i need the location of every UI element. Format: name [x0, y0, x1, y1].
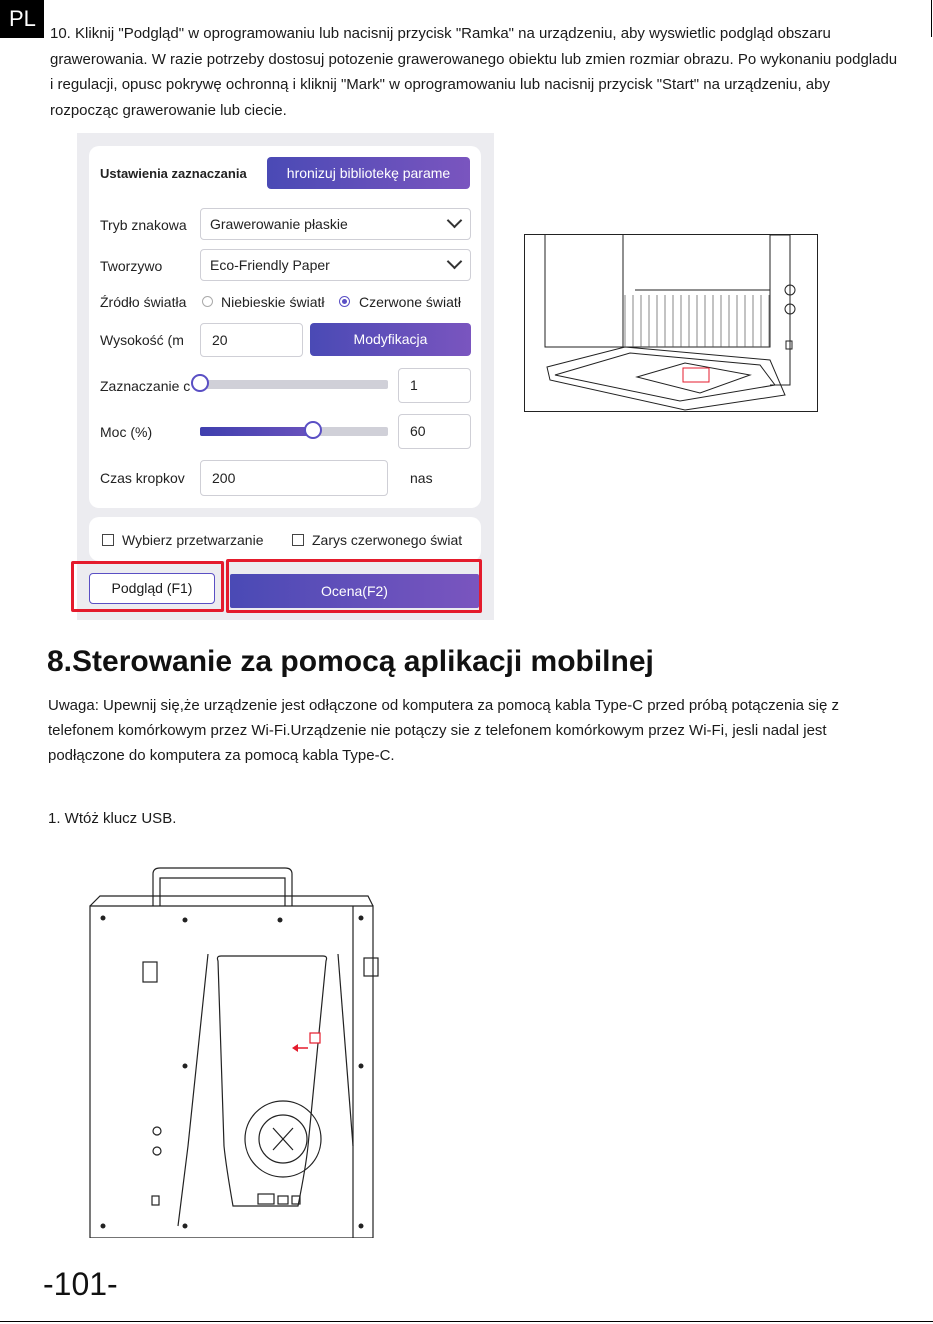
material-label: Tworzywo — [100, 258, 163, 274]
outline-checkbox[interactable] — [292, 534, 304, 546]
radio-blue-light[interactable] — [202, 296, 213, 307]
footer-rule — [0, 1321, 933, 1322]
power-slider[interactable] — [200, 427, 388, 436]
wifi-note: Uwaga: Upewnij się,że urządzenie jest odłączone od komputera za pomocą kabla Type-C przed próbą potączenia się z telefonem komórkowym przez Wi-Fi.Urządzenie nie potączy sie z telefonem komórkowym przez Wi-Fi, jesli nadal jest podłączone do komputera za pomocą kabla Type-C. — [48, 697, 840, 764]
modify-button[interactable]: Modyfikacja — [310, 323, 471, 356]
mode-label: Tryb znakowa — [100, 217, 187, 233]
radio-red-light[interactable] — [339, 296, 350, 307]
section-heading: 8.Sterowanie za pomocą aplikacji mobilnej — [47, 645, 654, 678]
step-1-text: 1. Wtóż klucz USB. — [48, 810, 177, 827]
corner-rule — [931, 0, 932, 37]
power-slider-fill — [200, 427, 313, 436]
engrave-area-frame — [683, 368, 709, 382]
height-input[interactable]: 20 — [200, 323, 303, 357]
machine-rear-drawing — [88, 866, 388, 1238]
power-input[interactable]: 60 — [398, 414, 471, 449]
preview-button[interactable]: Podgląd (F1) — [89, 573, 215, 604]
power-label: Moc (%) — [100, 424, 153, 440]
mode-select[interactable] — [200, 208, 471, 240]
dot-time-label: Czas kropkov — [100, 470, 185, 486]
settings-card — [89, 146, 481, 508]
software-panel — [77, 133, 494, 620]
processing-label: Wybierz przetwarzanie — [122, 532, 264, 548]
power-slider-handle[interactable] — [304, 421, 322, 439]
outline-label: Zarys czerwonego świat — [312, 532, 463, 548]
passes-slider[interactable] — [200, 380, 388, 389]
red-light-label: Czerwone światł — [359, 294, 461, 310]
step-10-text: 10. Kliknij "Podgląd" w oprogramowaniu lub nacisnij przycisk "Ramka" na urządzeniu, aby wyswietlic podgląd obszaru grawerowania. W razie potrzeby dostosuj potozenie grawerowanego obiektu lub zmien rozmiar obrazu. Po wykonaniu podgladu i regulacji, opusc pokrywę ochronną i kliknij "Mark" w oprogramowaniu lub nacisnij przycisk "Start" na urządzeniu, aby rozpocząc grawerowanie lub ciecie. — [50, 25, 898, 119]
passes-label: Zaznaczanie c — [100, 378, 190, 394]
mode-value: Grawerowanie płaskie — [210, 216, 348, 232]
chevron-down-icon — [447, 213, 463, 229]
usb-port-marker — [310, 1033, 320, 1043]
machine-rear-illustration — [88, 866, 388, 1238]
material-value: Eco-Friendly Paper — [210, 257, 330, 273]
engraver-drawing — [525, 235, 817, 411]
light-source-label: Źródło światła — [100, 294, 187, 310]
settings-title: Ustawienia zaznaczania — [100, 166, 247, 181]
engraver-preview-illustration — [524, 234, 818, 412]
passes-slider-handle[interactable] — [191, 374, 209, 392]
options-card — [89, 517, 481, 561]
dot-time-unit: nas — [410, 470, 433, 486]
mark-button[interactable]: Ocena(F2) — [230, 574, 479, 608]
processing-checkbox[interactable] — [102, 534, 114, 546]
chevron-down-icon — [447, 254, 463, 270]
page-number: -101- — [43, 1266, 118, 1302]
sync-library-button[interactable]: hronizuj bibliotekę parame — [267, 157, 470, 189]
material-select[interactable] — [200, 249, 471, 281]
language-badge: PL — [0, 0, 44, 38]
passes-input[interactable]: 1 — [398, 368, 471, 403]
blue-light-label: Niebieskie światł — [221, 294, 325, 310]
dot-time-input[interactable]: 200 — [200, 460, 388, 496]
height-label: Wysokość (m — [100, 332, 184, 348]
